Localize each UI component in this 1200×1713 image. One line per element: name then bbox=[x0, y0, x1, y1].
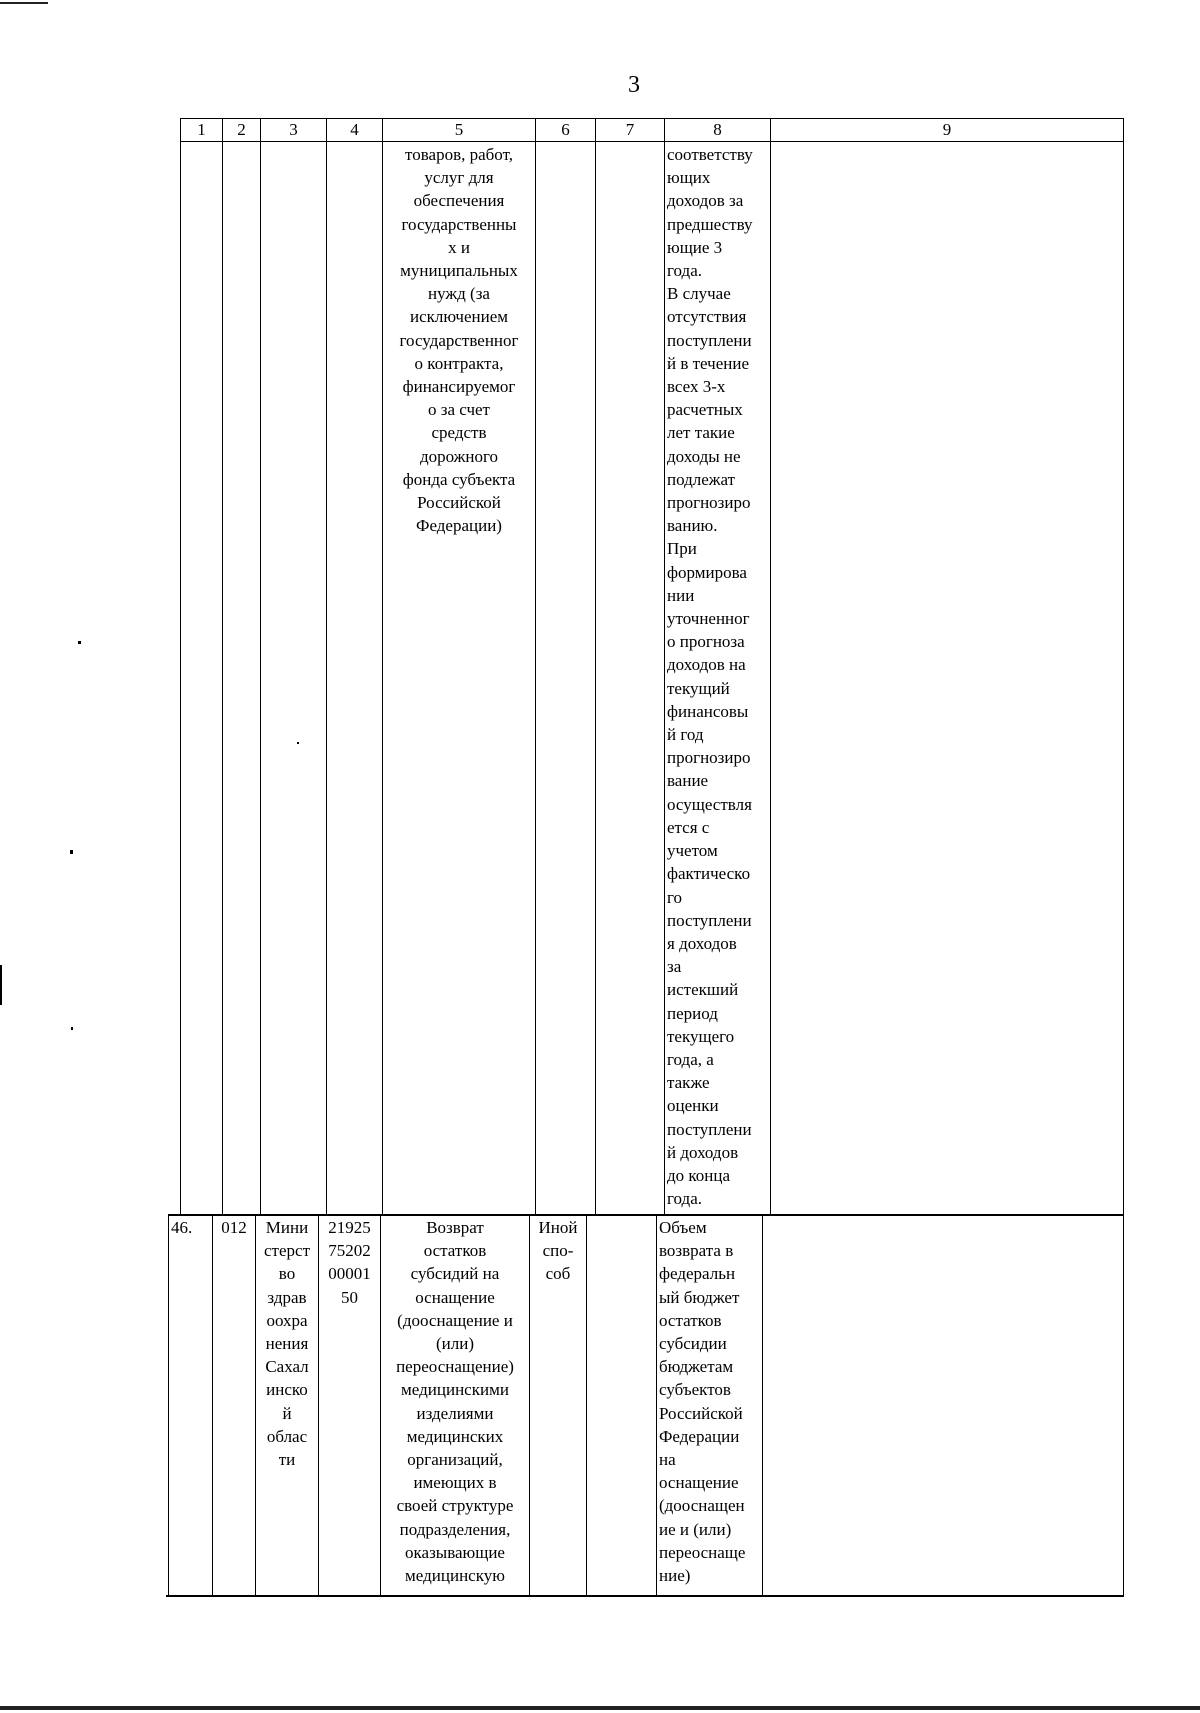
scan-speck bbox=[71, 1027, 73, 1030]
continued-cell-col5: товаров, работ, услуг для обеспечения государственны х и муниципальных нужд (за исключением государственног о контракта, финансируемог о за счет средств дорожного фонда субъекта Российской Федерации) bbox=[399, 145, 519, 536]
row46-col6-method: Иной спо- соб bbox=[538, 1218, 578, 1284]
scan-edge-mark bbox=[0, 965, 2, 1005]
table-bottom-border bbox=[166, 1595, 1124, 1597]
col-border bbox=[222, 118, 223, 1215]
row46-col1-number: 46. bbox=[171, 1218, 193, 1237]
header-col-2: 2 bbox=[237, 120, 246, 139]
header-col-5: 5 bbox=[454, 120, 464, 139]
col-border bbox=[168, 1214, 169, 1596]
continued-cell-col8: соответству ющих доходов за предшеству ющие 3 года. В случае отсутствия поступлени й в течение всех 3-х расчетных лет такие доходы не подлежат прогнозиро ванию. При формирова нии уточненног о прогноза доходов на текущий финансовы й год прогнозиро вание осуществля ется с учетом фактическо го поступлени я доходов за истекший период текущего года, а также оценки поступлени й доходов до конца года. bbox=[667, 145, 753, 1209]
col-border bbox=[326, 118, 327, 1215]
col-border bbox=[260, 118, 261, 1215]
col-border bbox=[762, 1214, 763, 1596]
header-col-6: 6 bbox=[561, 120, 570, 139]
col-border bbox=[212, 1214, 213, 1596]
scan-speck bbox=[297, 742, 299, 744]
scan-bottom-edge bbox=[0, 1706, 1200, 1710]
row46-col8-description: Объем возврата в федеральн ый бюджет остатков субсидии бюджетам субъектов Российской Федерации на оснащение (дооснащен ие и (или) переоснаще ние) bbox=[659, 1218, 746, 1586]
scan-edge-mark bbox=[0, 2, 48, 4]
col-border bbox=[595, 118, 596, 1215]
header-col-1: 1 bbox=[197, 120, 206, 139]
header-col-8: 8 bbox=[713, 120, 722, 139]
row46-col4-kbk: 21925 75202 00001 50 bbox=[328, 1218, 371, 1307]
row46-col3-administrator: Мини стерст во здрав оохра нения Сахал инско й облас ти bbox=[264, 1218, 310, 1470]
scan-speck bbox=[70, 850, 73, 854]
scan-speck bbox=[78, 641, 81, 644]
col-border bbox=[1123, 118, 1124, 1597]
col-border bbox=[586, 1214, 587, 1596]
row46-col2-code: 012 bbox=[221, 1218, 247, 1237]
col-border bbox=[535, 118, 536, 1215]
header-col-7: 7 bbox=[625, 120, 635, 139]
page-number: 3 bbox=[628, 72, 640, 98]
header-col-4: 4 bbox=[350, 120, 359, 139]
header-bottom-border bbox=[180, 141, 1124, 142]
col-border bbox=[770, 118, 771, 1215]
col-border bbox=[180, 118, 181, 1215]
header-col-3: 3 bbox=[289, 120, 298, 139]
header-col-9: 9 bbox=[942, 120, 952, 139]
row46-col5-income-name: Возврат остатков субсидий на оснащение (дооснащение и (или) переоснащение) медицинскими изделиями медицинских организаций, имеющих в своей структуре подразделения, оказывающие медицинскую bbox=[396, 1218, 514, 1586]
